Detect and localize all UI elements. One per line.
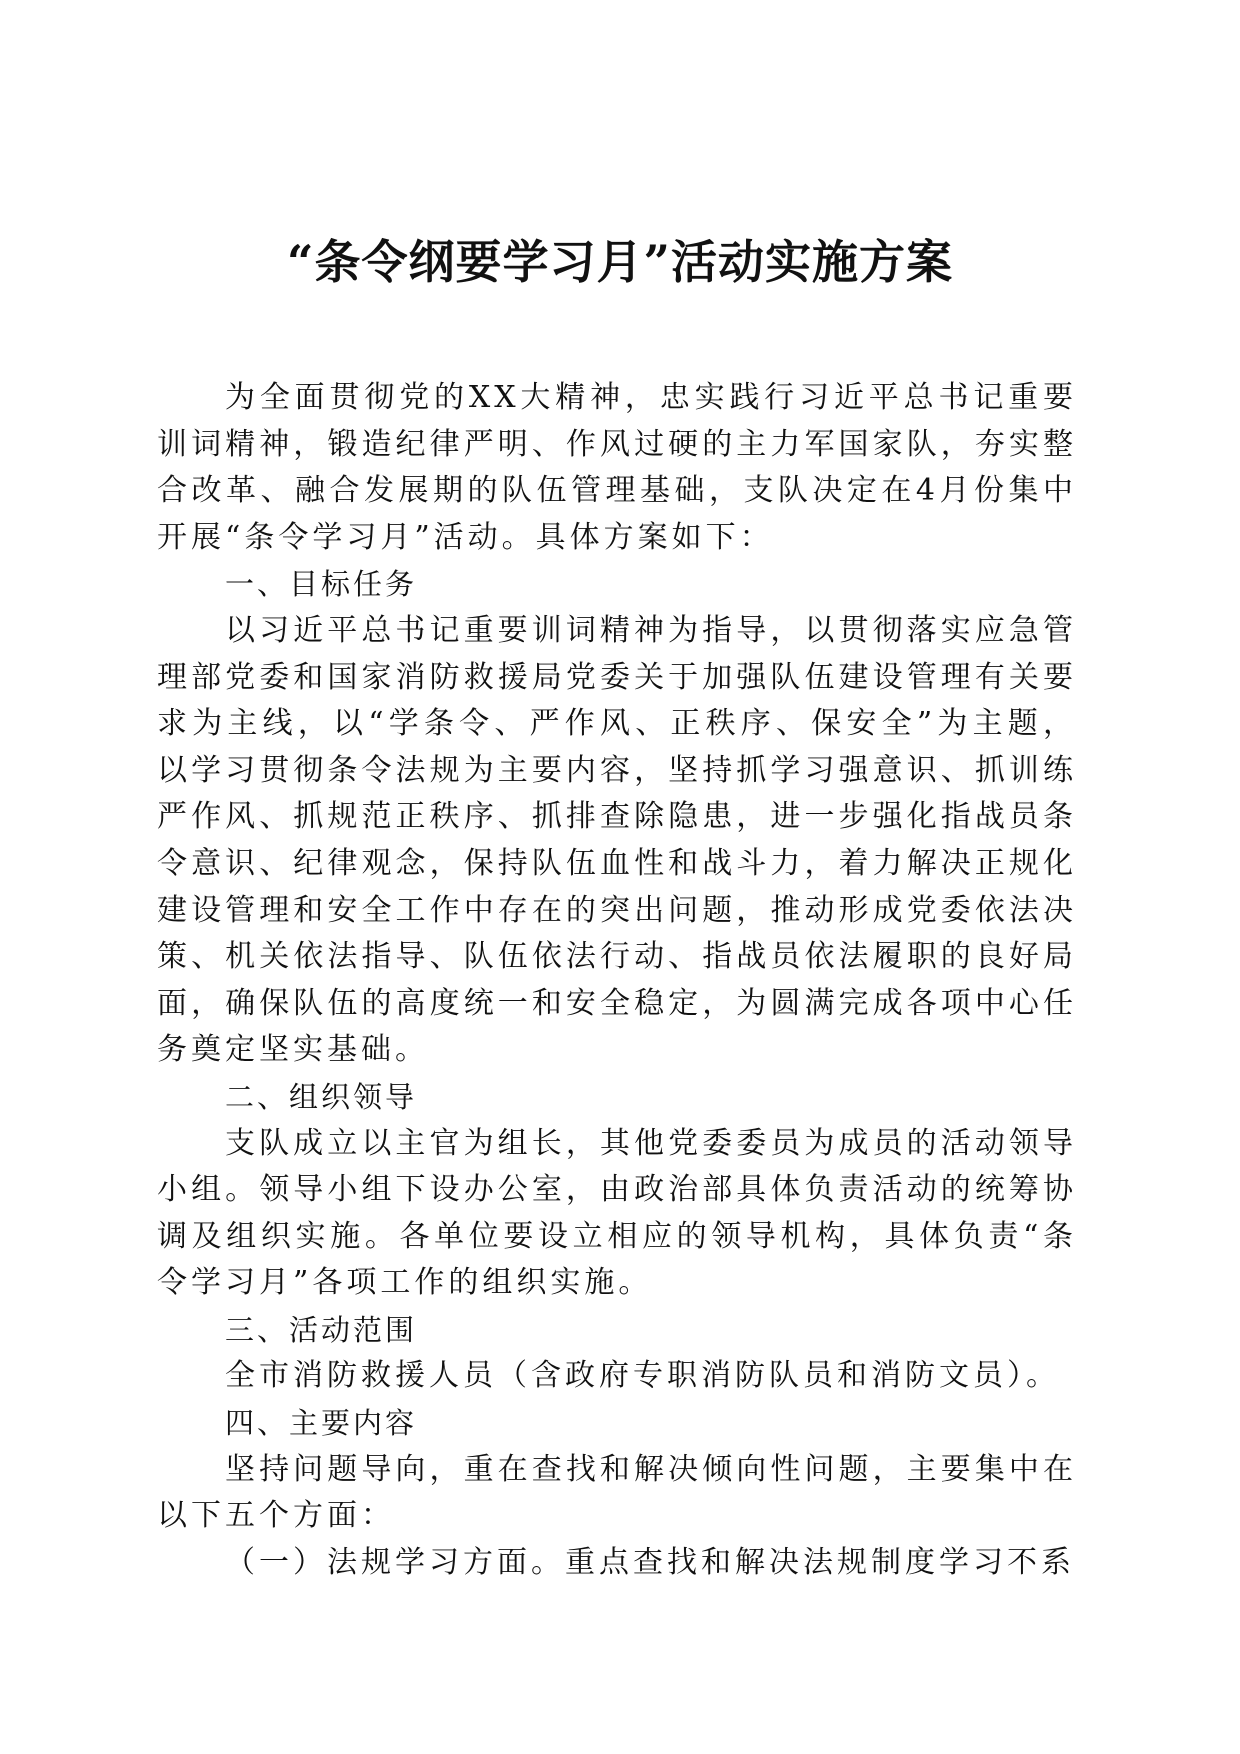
document-body bbox=[157, 375, 1077, 1586]
subitem-regulation-study: （一）法规学习方面。重点查找和解决法规制度学习不系 bbox=[225, 1544, 1075, 1580]
section-heading-scope: 三、活动范围 bbox=[225, 1312, 418, 1347]
section-heading-content: 四、主要内容 bbox=[225, 1406, 418, 1441]
section-body-leadership: 支队成立以主官为组长，其他党委委员为成员的活动领导小组。领导小组下设办公室，由政治部具体负责活动的统筹协调及组织实施。各单位要设立相应的领导机构，具体负责“条令学习月”各项工作的组织实施。 bbox=[157, 1125, 1077, 1301]
intro-paragraph: 为全面贯彻党的XX大精神，忠实践行习近平总书记重要训词精神，锻造纪律严明、作风过硬的主力军国家队，夯实整合改革、融合发展期的队伍管理基础，支队决定在4月份集中开展“条令学习月”活动。具体方案如下： bbox=[157, 380, 1077, 555]
section-body-content: 坚持问题导向，重在查找和解决倾向性问题，主要集中在以下五个方面： bbox=[157, 1451, 1077, 1534]
section-heading-goals: 一、目标任务 bbox=[225, 567, 418, 602]
section-body-goals: 以习近平总书记重要训词精神为指导，以贯彻落实应急管理部党委和国家消防救援局党委关于加强队伍建设管理有关要求为主线，以“学条令、严作风、正秩序、保安全”为主题，以学习贯彻条令法规为主要内容，坚持抓学习强意识、抓训练严作风、抓规范正秩序、抓排查除隐患，进一步强化指战员条令意识、纪律观念，保持队伍血性和战斗力，着力解决正规化建设管理和安全工作中存在的突出问题，推动形成党委依法决策、机关依法指导、队伍依法行动、指战员依法履职的良好局面，确保队伍的高度统一和安全稳定，为圆满完成各项中心任务奠定坚实基础。 bbox=[157, 612, 1077, 1068]
section-heading-leadership: 二、组织领导 bbox=[225, 1079, 418, 1114]
document-title: “条令纲要学习月”活动实施方案 bbox=[287, 235, 953, 289]
section-body-scope: 全市消防救援人员（含政府专职消防队员和消防文员）。 bbox=[225, 1358, 1060, 1394]
